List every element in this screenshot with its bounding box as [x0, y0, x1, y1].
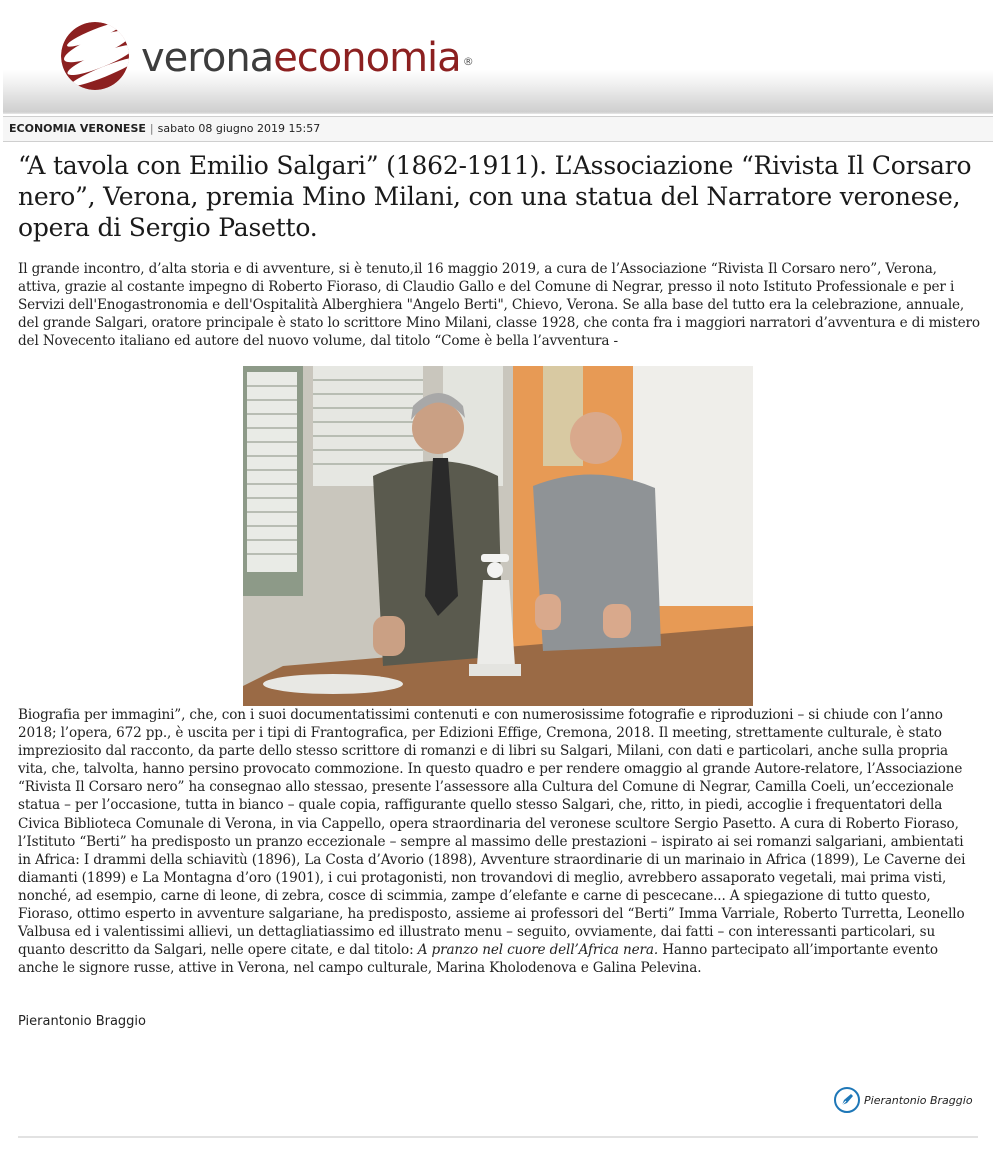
article-title: “A tavola con Emilio Salgari” (1862-1911). L’Associazione “Rivista Il Corsaro nero”, Verona, premia Mino Milani, con una statua del Narratore veronese, opera di Sergio Pasetto.: [18, 151, 972, 242]
menu-title: A pranzo nel cuore dell’Africa nera.: [417, 942, 659, 959]
logo-part-economia: economia: [273, 35, 461, 81]
publish-date: sabato 08 giugno 2019 15:57: [157, 122, 321, 135]
site-logo-text[interactable]: [141, 34, 471, 82]
article-meta-bar: [3, 116, 993, 142]
article-paragraph-2: [18, 706, 980, 977]
author-badge-name[interactable]: Pierantonio Braggio: [864, 1093, 973, 1107]
author-badge[interactable]: [834, 1087, 973, 1113]
globe-logo-icon[interactable]: [57, 18, 133, 94]
logo-part-verona: verona: [141, 35, 274, 81]
article-photo: [243, 366, 753, 706]
paragraph-2-main: Biografia per immagini”, che, con i suoi documentatissimi contenuti e con numerosissime fotografie e riproduzioni – si chiude con l’anno 2018; l’opera, 672 pp., è uscita per i tipi di Frantografica, per Edizioni Effige, Cremona, 2018. Il meeting, strettamente culturale, è stato impreziosito dal racconto, da parte dello stesso scrittore di romanzi e di libri su Salgari, Milani, con dati e particolari, anche sulla propria vita, che, talvolta, hanno persino provocato commozione. In questo quadro e per rendere omaggio al grande Autore-relatore, l’Associazione “Rivista Il Corsaro nero” ha consegnao allo stessao, presente l’assessore alla Cultura del Comune di Negrar, Camilla Coeli, un’eccezionale statua – per l’occasione, tutta in bianco – quale copia, raffigurante quello stesso Salgari, che, ritto, in piedi, accoglie i frequentatori della Civica Biblioteca Comunale di Verona, in via Cappello, opera straordinaria del veronese scultore Sergio Pasetto. A cura di Roberto Fioraso, l’Istituto “Berti” ha predisposto un pranzo eccezionale – sempre al massimo delle prestazioni – ispirato ai sei romanzi salgariani, ambientati in Africa: I drammi della schiavitù (1896), La Costa d’Avorio (1898), Avventure straordinarie di un marinaio in Africa (1899), Le Caverne dei diamanti (1899) e La Montagna d’oro (1901), i cui protagonisti, non trovandovi di meglio, avrebbero assaporato vegetali, mai prima visti, nonché, ad esempio, carne di leone, di zebra, cosce di scimmia, zampe d’elefante e carne di pescecane... A spiegazione di tutto questo, Fioraso, ottimo esperto in avventure salgariane, ha predisposto, assieme ai professori del “Berti” Imma Varriale, Roberto Turretta, Leonello Valbusa ed i valentissimi allievi, un dettagliatiassimo ed illustrato menu – seguito, ovviamente, dai fatti – con interessanti particolari, su quanto descritto da Salgari, nelle opere citate, e dal titolo:: [18, 707, 966, 959]
footer-divider: [18, 1136, 978, 1138]
pen-icon: [834, 1087, 860, 1113]
paragraph-2-end: Hanno partecipato all’importante evento anche le signore russe, attive in Verona, nel campo culturale, Marina Kholodenova e Galina Pelevina.: [18, 942, 938, 977]
site-header: [3, 0, 993, 114]
article-author: Pierantonio Braggio: [18, 1014, 147, 1029]
section-label[interactable]: ECONOMIA VERONESE: [9, 122, 146, 135]
registered-mark: ®: [462, 55, 473, 68]
meta-separator: |: [149, 122, 154, 135]
article-paragraph-1: Il grande incontro, d’alta storia e di avventure, si è tenuto,il 16 maggio 2019, a cura de l’Associazione “Rivista Il Corsaro nero”, Verona, attiva, grazie al costante impegno di Roberto Fioraso, di Claudio Gallo e del Comune di Negrar, presso il noto Istituto Professionale e per i Servizi dell'Enogastronomia e dell'Ospitalità Alberghiera "Angelo Berti", Chievo, Verona. Se alla base del tutto era la celebrazione, annuale, del grande Salgari, oratore principale è stato lo scrittore Mino Milani, classe 1928, che conta fra i maggiori narratori d’avventura e di mistero del Novecento italiano ed autore del nuovo volume, dal titolo “Come è bella l’avventura -: [18, 261, 980, 350]
